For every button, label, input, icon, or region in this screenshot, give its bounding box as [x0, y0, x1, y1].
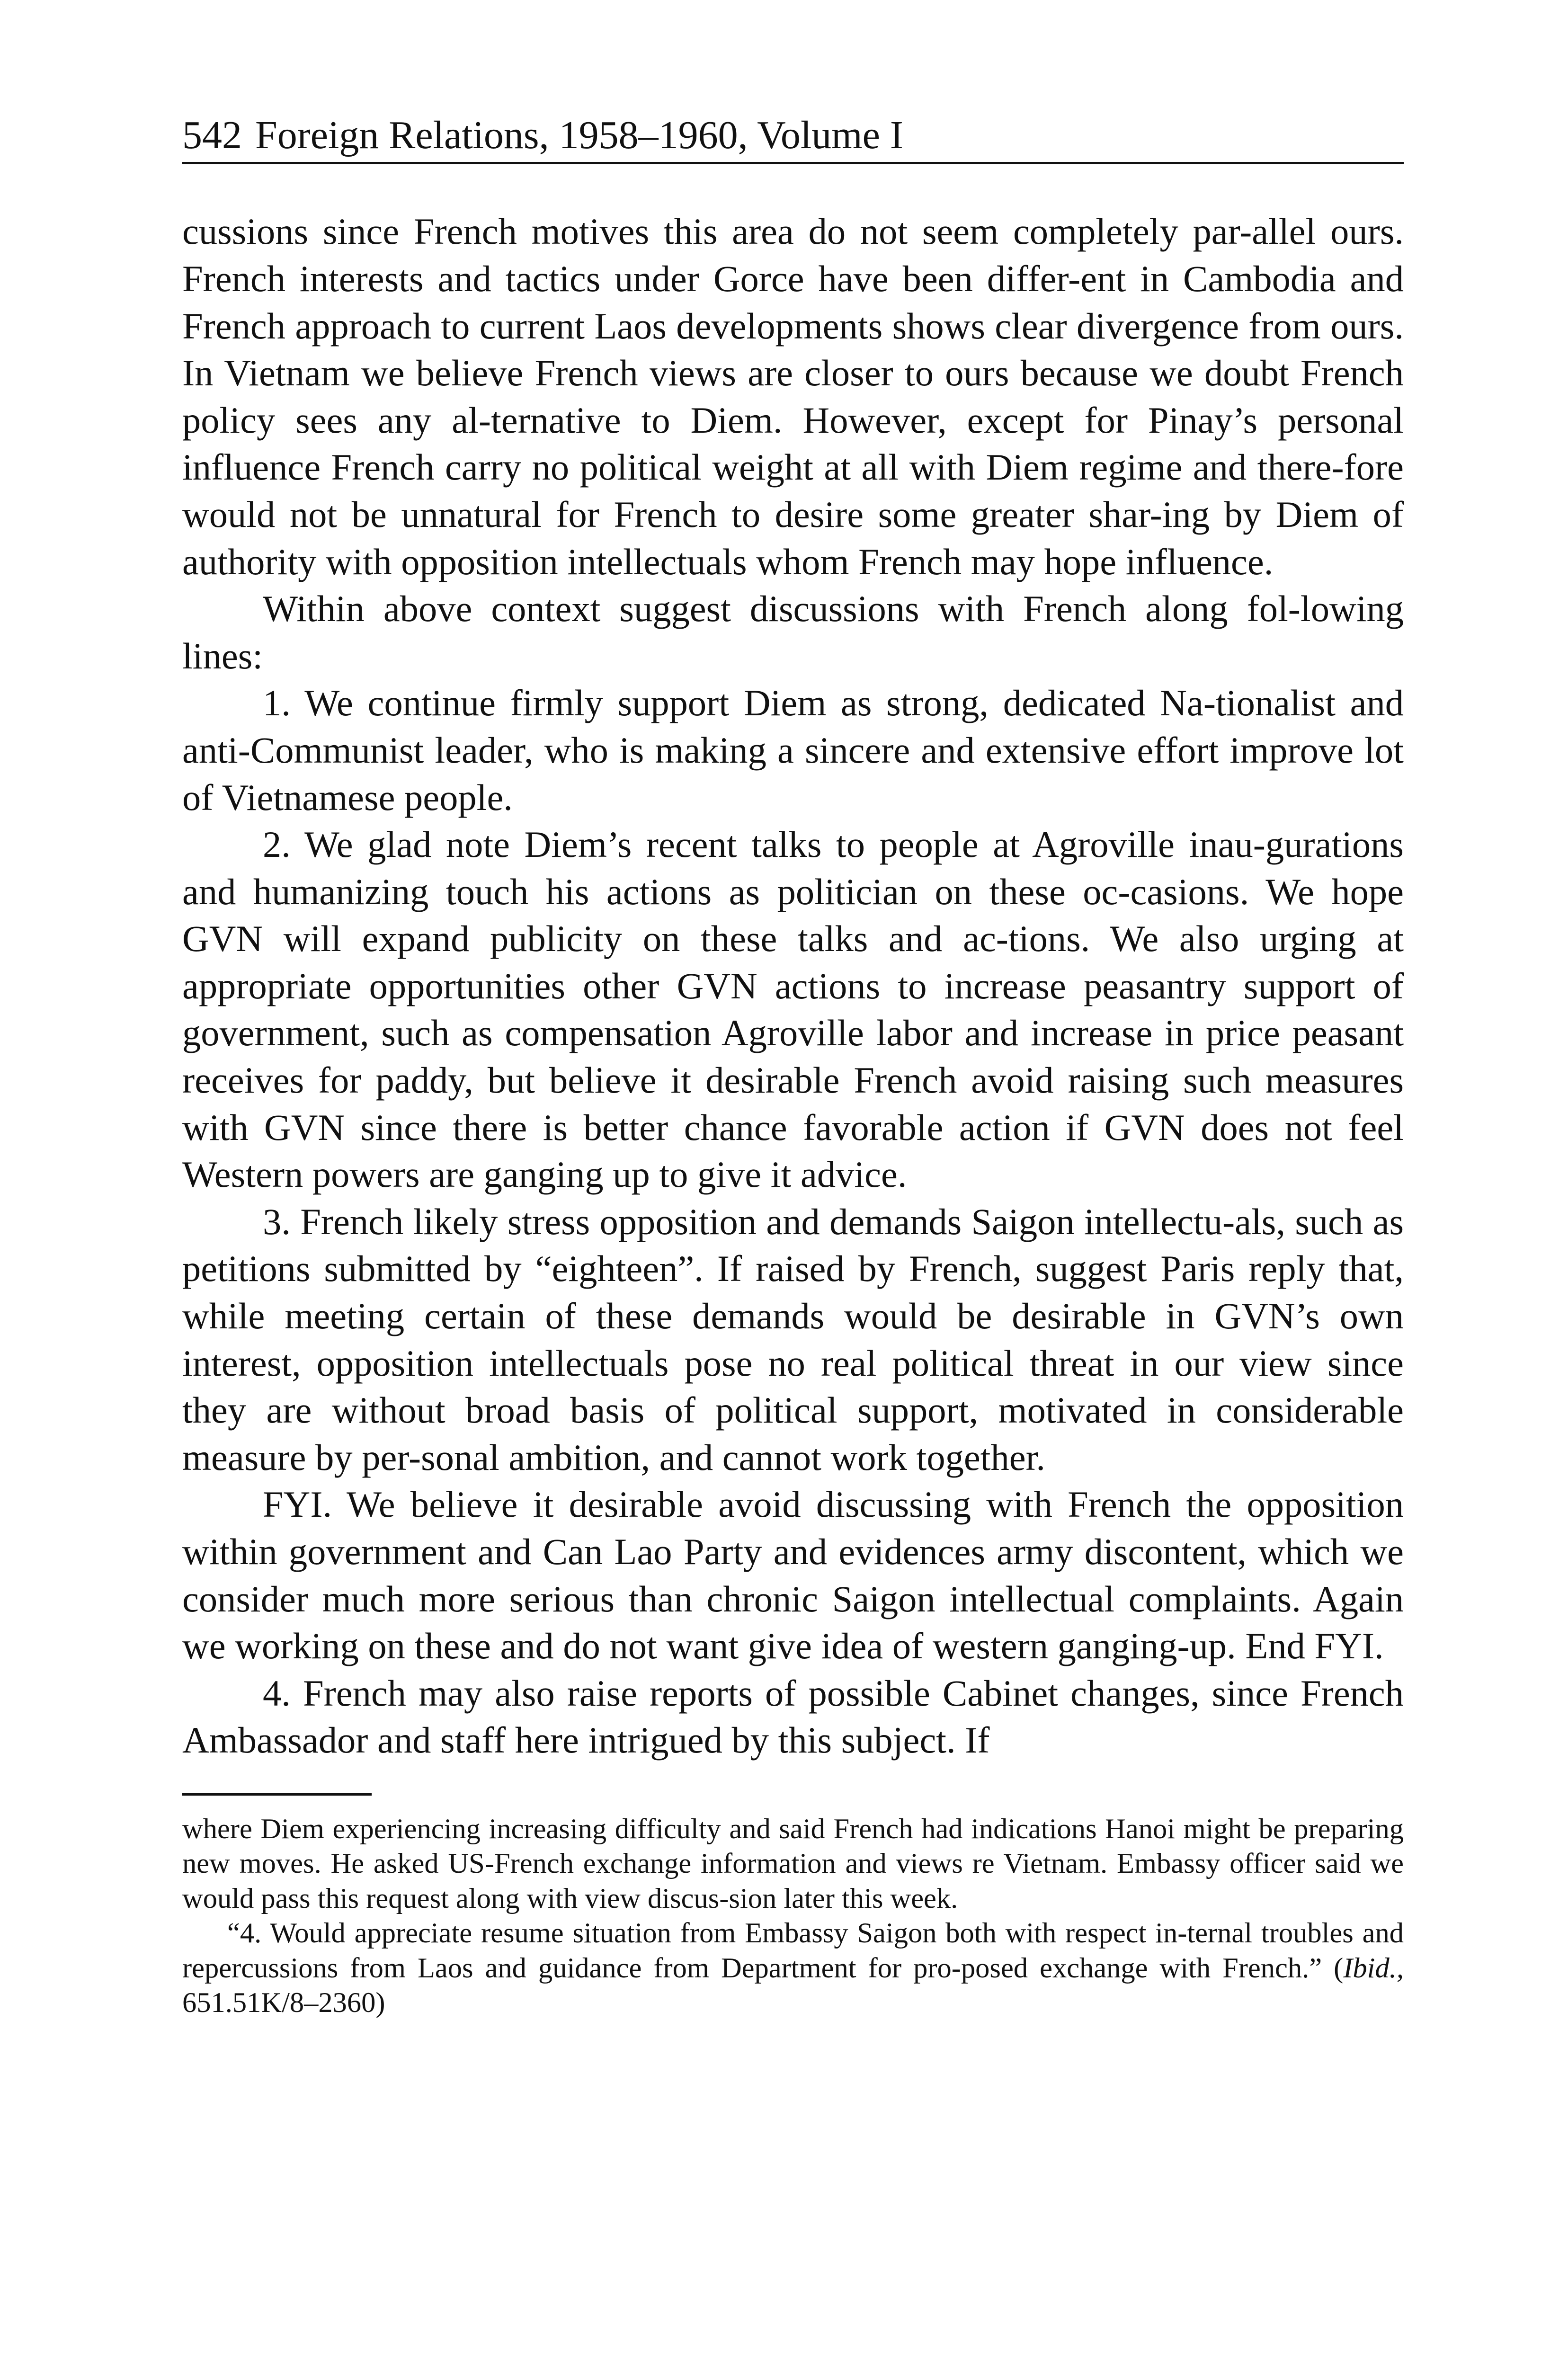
footnote-item-4-text: “4. Would appreciate resume situation from Embassy Saigon both with respect in-ternal troubles and repercussions from Laos and guidance from Department for pro-posed exchange with French.” (	[182, 1917, 1404, 1984]
footnote-item-4	[182, 1916, 1404, 2020]
paragraph-continuation: cussions since French motives this area do not seem completely par-allel ours. French interests and tactics under Gorce have been differ-ent in Cambodia and French approach to current Laos developments shows clear divergence from ours. In Vietnam we believe French views are closer to ours because we doubt French policy sees any al-ternative to Diem. However, except for Pinay’s personal influence French carry no political weight at all with Diem regime and there-fore would not be unnatural for French to desire some greater shar-ing by Diem of authority with opposition intellectuals whom French may hope influence.	[182, 211, 1404, 582]
footnote-reference: 651.51K/8–2360)	[182, 1987, 385, 2019]
footnote-ibid: Ibid.,	[1343, 1952, 1404, 1984]
paragraph-point-1: 1. We continue firmly support Diem as strong, dedicated Na-tionalist and anti-Communist leader, who is making a sincere and extensive effort improve lot of Vietnamese people.	[182, 682, 1404, 818]
paragraph-context: Within above context suggest discussions with French along fol-lowing lines:	[182, 588, 1404, 676]
paragraph-point-3: 3. French likely stress opposition and demands Saigon intellectu-als, such as petitions submitted by “eighteen”. If raised by French, suggest Paris reply that, while meeting certain of these demands would be desirable in GVN’s own interest, opposition intellectuals pose no real political threat in our view since they are without broad basis of political support, motivated in considerable measure by per-sonal ambition, and cannot work together.	[182, 1201, 1404, 1478]
running-header	[182, 114, 1404, 164]
footnote-divider	[182, 1793, 372, 1796]
paragraph-point-4: 4. French may also raise reports of possible Cabinet changes, since French Ambassador and staff here intrigued by this subject. If	[182, 1672, 1404, 1761]
page-number: 542	[182, 113, 242, 157]
volume-title: Foreign Relations, 1958–1960, Volume I	[255, 113, 903, 157]
footnotes	[182, 1812, 1404, 2020]
footnote-continued: where Diem experiencing increasing difficulty and said French had indications Hanoi might be preparing new moves. He asked US-French exchange information and views re Vietnam. Embassy officer said we would pass this request along with view discus-sion later this week.	[182, 1813, 1404, 1914]
body-text	[182, 208, 1404, 1764]
document-page	[182, 114, 1404, 2020]
paragraph-fyi: FYI. We believe it desirable avoid discussing with French the opposition within government and Can Lao Party and evidences army discontent, which we consider much more serious than chronic Saigon intellectual complaints. Again we working on these and do not want give idea of western ganging-up. End FYI.	[182, 1484, 1404, 1667]
paragraph-point-2: 2. We glad note Diem’s recent talks to people at Agroville inau-gurations and humanizing touch his actions as politician on these oc-casions. We hope GVN will expand publicity on these talks and ac-tions. We also urging at appropriate opportunities other GVN actions to increase peasantry support of government, such as compensation Agroville labor and increase in price peasant receives for paddy, but believe it desirable French avoid raising such measures with GVN since there is better chance favorable action if GVN does not feel Western powers are ganging up to give it advice.	[182, 824, 1404, 1195]
